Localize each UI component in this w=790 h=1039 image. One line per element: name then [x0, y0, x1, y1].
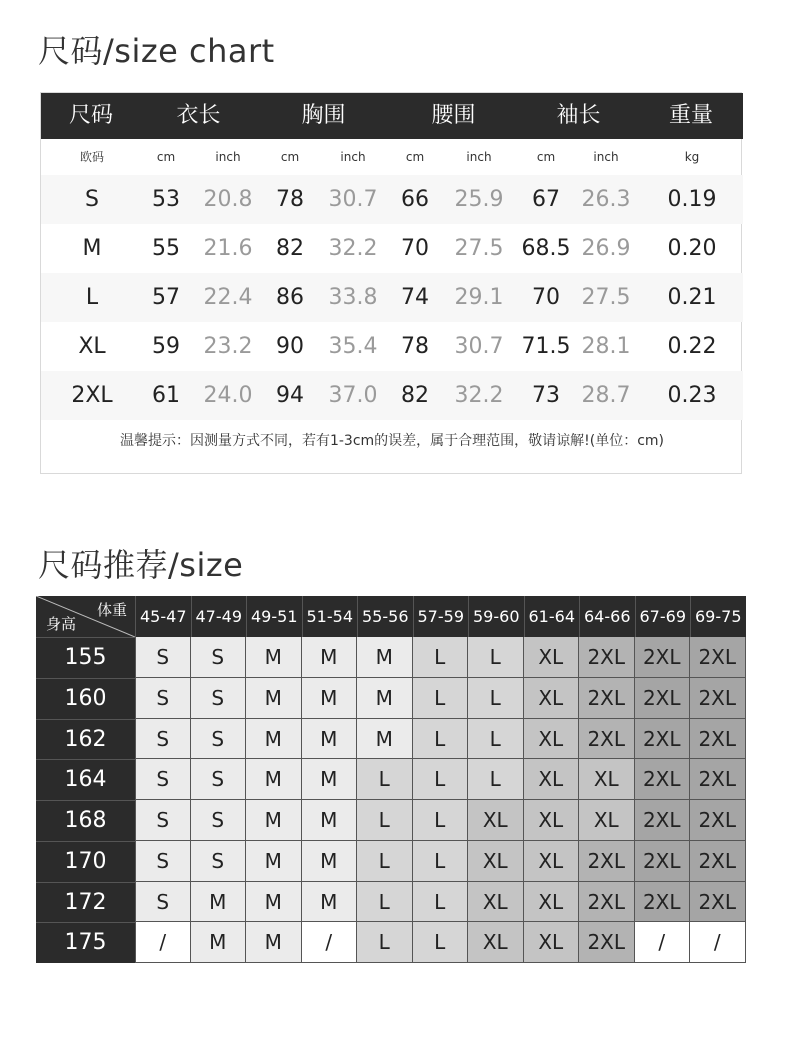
size-row: [41, 224, 743, 273]
recommended-size-cell: XL: [468, 922, 524, 963]
recommended-size-cell: L: [357, 759, 413, 800]
size-value: 73: [532, 383, 560, 408]
size-value: 94: [276, 383, 304, 408]
recommended-size-cell: S: [135, 637, 191, 678]
recommended-size-cell: 2XL: [690, 637, 746, 678]
recommended-size-cell: L: [468, 759, 524, 800]
header-sleeve: 袖长: [556, 103, 601, 128]
recommended-size-cell: M: [302, 882, 358, 923]
size-value: 28.1: [581, 334, 631, 359]
size-row: [41, 322, 743, 371]
weight-header: 61-64: [524, 596, 580, 637]
unit-label: inch: [593, 150, 619, 164]
recommended-size-cell: M: [302, 719, 358, 760]
unit-label: cm: [280, 150, 300, 164]
size-value: 0.20: [667, 236, 717, 261]
size-chart-table: [40, 92, 742, 474]
size-value: 66: [401, 187, 429, 212]
header-waist: 腰围: [431, 103, 476, 128]
size-value: 27.5: [454, 236, 504, 261]
recommended-size-cell: /: [635, 922, 691, 963]
size-value: 78: [276, 187, 304, 212]
recommended-size-cell: M: [302, 800, 358, 841]
recommended-size-cell: 2XL: [579, 922, 635, 963]
recommended-size-cell: 2XL: [635, 759, 691, 800]
height-header: 175: [36, 922, 135, 963]
size-value: 90: [276, 334, 304, 359]
size-value: 27.5: [581, 285, 631, 310]
recommended-size-cell: L: [413, 678, 469, 719]
recommended-size-cell: 2XL: [635, 841, 691, 882]
recommended-size-cell: 2XL: [635, 637, 691, 678]
recommended-size-cell: 2XL: [635, 882, 691, 923]
size-value: 61: [152, 383, 180, 408]
recommended-size-cell: XL: [524, 759, 580, 800]
size-label: S: [85, 187, 99, 212]
recommended-size-cell: XL: [468, 800, 524, 841]
header-chest: 胸围: [301, 103, 346, 128]
recommended-size-cell: 2XL: [635, 800, 691, 841]
recommended-size-cell: S: [135, 759, 191, 800]
size-value: 0.23: [667, 383, 717, 408]
recommended-size-cell: XL: [524, 719, 580, 760]
size-value: 29.1: [454, 285, 504, 310]
weight-header: 49-51: [246, 596, 302, 637]
recommended-size-cell: L: [357, 922, 413, 963]
header-length: 衣长: [176, 103, 221, 128]
recommended-size-cell: L: [468, 719, 524, 760]
size-value: 70: [401, 236, 429, 261]
size-value: 32.2: [328, 236, 378, 261]
recommended-size-cell: L: [413, 882, 469, 923]
height-header: 164: [36, 759, 135, 800]
size-value: 68.5: [521, 236, 571, 261]
unit-label: inch: [340, 150, 366, 164]
recommended-size-cell: M: [246, 841, 302, 882]
size-value: 55: [152, 236, 180, 261]
unit-label: 欧码: [79, 150, 104, 164]
recommended-size-cell: L: [357, 882, 413, 923]
weight-header: 64-66: [579, 596, 635, 637]
recommended-size-cell: S: [191, 678, 247, 719]
recommended-size-cell: M: [302, 637, 358, 678]
unit-label: inch: [215, 150, 241, 164]
size-chart-header: [41, 93, 743, 139]
recommended-size-cell: L: [413, 922, 469, 963]
recommended-size-cell: 2XL: [635, 678, 691, 719]
height-header: 160: [36, 678, 135, 719]
recommended-size-cell: M: [191, 882, 247, 923]
recommended-size-cell: 2XL: [690, 841, 746, 882]
height-header: 162: [36, 719, 135, 760]
recommended-size-cell: /: [302, 922, 358, 963]
recommended-size-cell: M: [302, 841, 358, 882]
recommended-size-cell: 2XL: [690, 719, 746, 760]
size-recommend-table: [36, 596, 746, 967]
size-recommend-title: 尺码推荐/size: [38, 546, 244, 584]
recommended-size-cell: L: [413, 841, 469, 882]
size-label: M: [82, 236, 102, 261]
recommended-size-cell: S: [135, 800, 191, 841]
recommended-size-cell: M: [246, 882, 302, 923]
size-chart-title: 尺码/size chart: [38, 32, 275, 70]
recommended-size-cell: L: [413, 800, 469, 841]
recommended-size-cell: L: [413, 719, 469, 760]
recommended-size-cell: L: [413, 637, 469, 678]
unit-label: cm: [536, 150, 556, 164]
recommended-size-cell: L: [468, 678, 524, 719]
recommended-size-cell: /: [135, 922, 191, 963]
size-value: 33.8: [328, 285, 378, 310]
recommended-size-cell: M: [357, 719, 413, 760]
recommended-size-cell: S: [191, 637, 247, 678]
size-value: 30.7: [454, 334, 504, 359]
recommended-size-cell: L: [413, 759, 469, 800]
recommended-size-cell: M: [246, 759, 302, 800]
size-label: XL: [78, 334, 106, 359]
size-row: [41, 371, 743, 420]
size-value: 82: [401, 383, 429, 408]
size-value: 28.7: [581, 383, 631, 408]
unit-label: inch: [466, 150, 492, 164]
recommended-size-cell: S: [191, 800, 247, 841]
recommended-size-cell: S: [135, 882, 191, 923]
size-value: 78: [401, 334, 429, 359]
recommended-size-cell: XL: [524, 882, 580, 923]
size-value: 24.0: [203, 383, 253, 408]
recommended-size-cell: M: [357, 678, 413, 719]
size-value: 67: [532, 187, 560, 212]
height-header: 168: [36, 800, 135, 841]
corner-header: [36, 596, 135, 637]
recommended-size-cell: M: [246, 719, 302, 760]
weight-header: 59-60: [468, 596, 524, 637]
size-value: 30.7: [328, 187, 378, 212]
recommended-size-cell: M: [246, 922, 302, 963]
recommended-size-cell: L: [468, 637, 524, 678]
size-value: 0.19: [667, 187, 717, 212]
size-value: 21.6: [203, 236, 253, 261]
size-value: 70: [532, 285, 560, 310]
weight-header: 45-47: [135, 596, 191, 637]
recommended-size-cell: 2XL: [579, 719, 635, 760]
size-value: 26.9: [581, 236, 631, 261]
size-value: 32.2: [454, 383, 504, 408]
recommended-size-cell: XL: [524, 922, 580, 963]
recommended-size-cell: S: [191, 841, 247, 882]
size-value: 74: [401, 285, 429, 310]
size-label: L: [85, 285, 99, 310]
size-value: 25.9: [454, 187, 504, 212]
recommended-size-cell: /: [690, 922, 746, 963]
weight-header: 57-59: [413, 596, 469, 637]
size-row: [41, 273, 743, 322]
unit-label: cm: [156, 150, 176, 164]
weight-header: 47-49: [191, 596, 247, 637]
recommended-size-cell: L: [357, 841, 413, 882]
recommended-size-cell: XL: [579, 800, 635, 841]
recommended-size-cell: M: [246, 800, 302, 841]
recommended-size-cell: 2XL: [690, 882, 746, 923]
recommended-size-cell: XL: [579, 759, 635, 800]
size-value: 26.3: [581, 187, 631, 212]
recommended-size-cell: XL: [524, 841, 580, 882]
header-weight: 重量: [668, 103, 713, 128]
recommended-size-cell: S: [135, 719, 191, 760]
recommended-size-cell: M: [191, 922, 247, 963]
size-value: 86: [276, 285, 304, 310]
weight-header: 51-54: [302, 596, 358, 637]
size-value: 82: [276, 236, 304, 261]
size-value: 53: [152, 187, 180, 212]
corner-weight-label: 体重: [96, 601, 127, 619]
recommended-size-cell: XL: [524, 800, 580, 841]
weight-header: 55-56: [357, 596, 413, 637]
recommended-size-cell: XL: [524, 637, 580, 678]
recommended-size-cell: S: [191, 719, 247, 760]
size-value: 0.22: [667, 334, 717, 359]
recommended-size-cell: S: [135, 678, 191, 719]
size-value: 57: [152, 285, 180, 310]
unit-label: kg: [684, 150, 700, 164]
recommended-size-cell: 2XL: [579, 678, 635, 719]
size-value: 37.0: [328, 383, 378, 408]
recommended-size-cell: XL: [468, 882, 524, 923]
size-value: 59: [152, 334, 180, 359]
height-header: 155: [36, 637, 135, 678]
recommended-size-cell: S: [191, 759, 247, 800]
recommended-size-cell: 2XL: [690, 678, 746, 719]
recommended-size-cell: S: [135, 841, 191, 882]
recommended-size-cell: M: [302, 759, 358, 800]
size-value: 0.21: [667, 285, 717, 310]
height-header: 170: [36, 841, 135, 882]
recommended-size-cell: M: [302, 678, 358, 719]
recommended-size-cell: 2XL: [635, 719, 691, 760]
header-size: 尺码: [68, 103, 113, 128]
size-row: [41, 175, 743, 224]
size-chart-units: [41, 139, 743, 175]
size-value: 22.4: [203, 285, 253, 310]
recommended-size-cell: 2XL: [690, 800, 746, 841]
recommended-size-cell: M: [357, 637, 413, 678]
weight-header: 69-75: [690, 596, 746, 637]
corner-height-label: 身高: [46, 615, 77, 633]
recommended-size-cell: XL: [524, 678, 580, 719]
unit-label: cm: [405, 150, 425, 164]
height-header: 172: [36, 882, 135, 923]
recommended-size-cell: XL: [468, 841, 524, 882]
size-value: 20.8: [203, 187, 253, 212]
size-value: 35.4: [328, 334, 378, 359]
weight-header: 67-69: [635, 596, 691, 637]
size-value: 23.2: [203, 334, 253, 359]
recommended-size-cell: 2XL: [579, 882, 635, 923]
recommended-size-cell: 2XL: [690, 759, 746, 800]
recommended-size-cell: M: [246, 637, 302, 678]
recommended-size-cell: M: [246, 678, 302, 719]
size-value: 71.5: [521, 334, 571, 359]
recommended-size-cell: L: [357, 800, 413, 841]
recommended-size-cell: 2XL: [579, 637, 635, 678]
recommended-size-cell: 2XL: [579, 841, 635, 882]
measurement-note: 温馨提示：因测量方式不同，若有1-3cm的误差，属于合理范围，敬请谅解!(单位：cm): [119, 433, 665, 449]
size-label: 2XL: [71, 383, 113, 408]
